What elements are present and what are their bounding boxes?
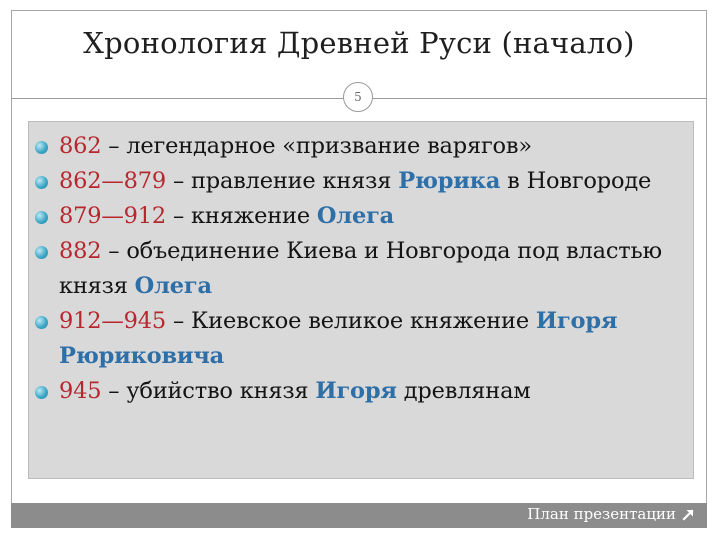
- item-name: Олега: [134, 273, 212, 299]
- bullet-icon: [35, 141, 48, 154]
- item-date: 862—879: [59, 168, 166, 194]
- item-date: 945: [59, 378, 102, 404]
- item-text: – легендарное «призвание варягов»: [101, 133, 532, 159]
- list-item: [29, 234, 693, 304]
- item-name: Рюрика: [398, 168, 501, 194]
- footer-bar: [11, 503, 707, 528]
- slide-number: 5: [343, 82, 373, 112]
- bullet-icon: [35, 316, 48, 329]
- bullet-icon: [35, 211, 48, 224]
- list-item: [29, 374, 693, 409]
- item-date: 912—945: [59, 308, 166, 334]
- item-text: – Киевское великое княжение: [166, 308, 536, 334]
- list-item: [29, 199, 693, 234]
- arrow-up-right-icon: [682, 508, 695, 521]
- bullet-icon: [35, 176, 48, 189]
- list-item: [29, 304, 693, 374]
- list-item: [29, 129, 693, 164]
- item-date: 882: [59, 238, 102, 264]
- list-item: [29, 164, 693, 199]
- slide-title: Хронология Древней Руси (начало): [83, 26, 635, 60]
- item-name: Игоря Рюриковича: [59, 308, 618, 369]
- chronology-list: [29, 122, 693, 409]
- item-text: – объединение Киева и Новгорода под властью князя: [59, 238, 662, 299]
- item-date: 862: [59, 133, 102, 159]
- item-text: – правление князя: [166, 168, 399, 194]
- bullet-icon: [35, 246, 48, 259]
- item-text: – убийство князя: [101, 378, 316, 404]
- item-text: – княжение: [166, 203, 317, 229]
- presentation-plan-label: План презентации: [527, 505, 676, 523]
- presentation-plan-link[interactable]: [527, 505, 695, 523]
- content-panel: [28, 121, 694, 479]
- item-text-after: древлянам: [396, 378, 531, 404]
- item-name: Олега: [316, 203, 395, 229]
- item-name: Игоря: [315, 378, 397, 404]
- item-date: 879—912: [59, 203, 166, 229]
- item-text-after: в Новгороде: [500, 168, 652, 194]
- bullet-icon: [35, 386, 48, 399]
